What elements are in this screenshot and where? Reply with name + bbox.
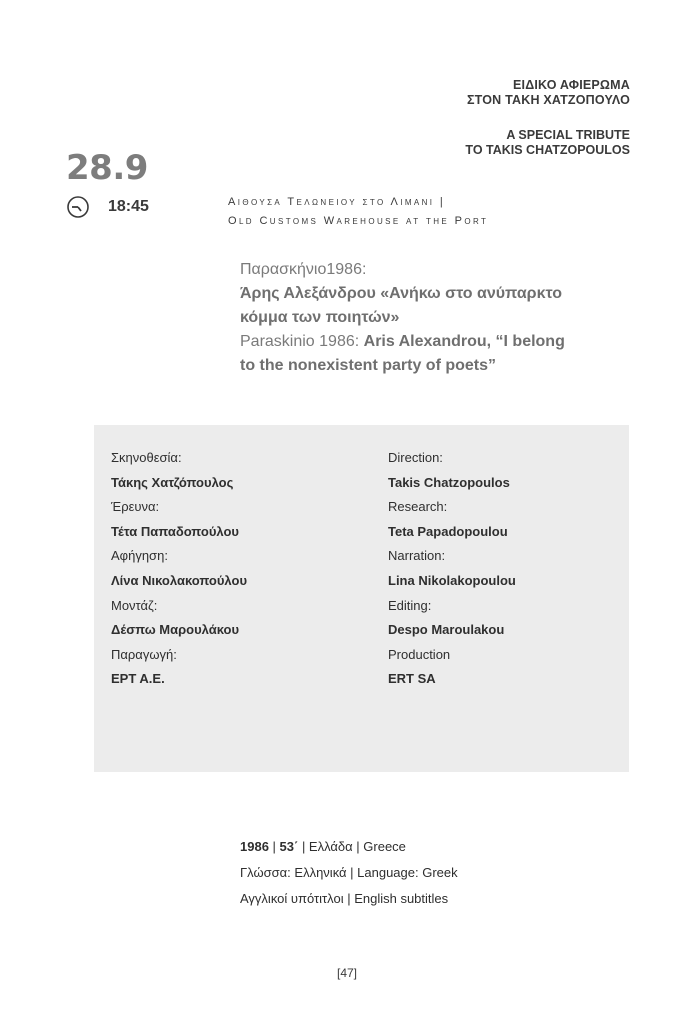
film-title-gr-line2: Άρης Αλεξάνδρου «Ανήκω στο ανύπαρκτο [240,285,562,302]
credits-panel [94,425,629,772]
year-duration-country [240,834,458,860]
venue [228,193,488,231]
credits-english [388,446,516,692]
film-title-en-line2: to the nonexistent party of poets” [240,357,497,374]
venue-english: Old Customs Warehouse at the Port [228,215,489,227]
clock-icon [66,195,90,219]
screening-time: 18:45 [108,198,149,215]
screening-date: 28.9 [66,148,148,188]
credit-role: Research: [388,499,448,515]
credit-name: Λίνα Νικολακοπούλου [111,572,248,588]
credit-name: Lina Nikolakopoulou [388,572,516,588]
venue-greek: Αιθουσα Τελωνειου στο Λιμανι | [228,196,446,208]
tribute-gr-line2: ΣΤΟΝ ΤΑΚΗ ΧΑΤΖΟΠΟΥΛΟ [466,93,630,107]
credits-greek [111,446,247,692]
tribute-en-line2: TO TAKIS CHATZOPOULOS [465,143,630,157]
credit-name: ΕΡΤ Α.Ε. [111,671,165,687]
credit-name: Τάκης Χατζόπουλος [111,474,234,490]
film-subtitles: Αγγλικοί υπότιτλοι | English subtitles [240,891,449,906]
film-title-en-bold1: Aris Alexandrou, “I belong [363,333,565,350]
credit-name: Despo Maroulakou [388,622,505,638]
film-title-en-prefix: Paraskinio 1986: [240,333,364,350]
credit-role: Editing: [388,597,432,613]
screening-time-row [66,195,149,219]
tribute-gr-line1: ΕΙΔΙΚΟ ΑΦΙΕΡΩΜΑ [512,78,630,92]
credit-role: Μοντάζ: [111,597,158,613]
film-language: Γλώσσα: Ελληνικά | Language: Greek [240,865,458,880]
credit-name: Takis Chatzopoulos [388,474,510,490]
tribute-en-line1: A SPECIAL TRIBUTE [506,128,630,142]
credit-role: Σκηνοθεσία: [111,450,182,465]
credit-role: Έρευνα: [111,499,160,515]
film-title [240,258,570,378]
credit-role: Production [388,646,451,662]
tribute-heading-english [465,128,630,158]
film-title-gr-line3: κόμμα των ποιητών» [240,309,400,326]
credit-name: Teta Papadopoulou [388,523,508,539]
film-country: | Ελλάδα | Greece [298,839,406,854]
film-title-gr-prefix: Παρασκήνιο1986: [240,261,367,278]
tribute-heading-greek [467,78,630,108]
film-duration: 53΄ [279,839,299,854]
credit-name: Τέτα Παπαδοπούλου [111,523,239,539]
credit-role: Direction: [388,450,443,465]
credit-role: Παραγωγή: [111,646,177,662]
credit-name: Δέσπω Μαρουλάκου [111,622,240,638]
credit-role: Αφήγηση: [111,548,168,564]
film-year: 1986 [240,839,269,854]
separator: | [268,839,280,854]
credit-role: Narration: [388,548,446,564]
credit-name: ERT SA [388,671,436,687]
film-details [240,834,458,912]
page-number: [47] [336,966,357,980]
